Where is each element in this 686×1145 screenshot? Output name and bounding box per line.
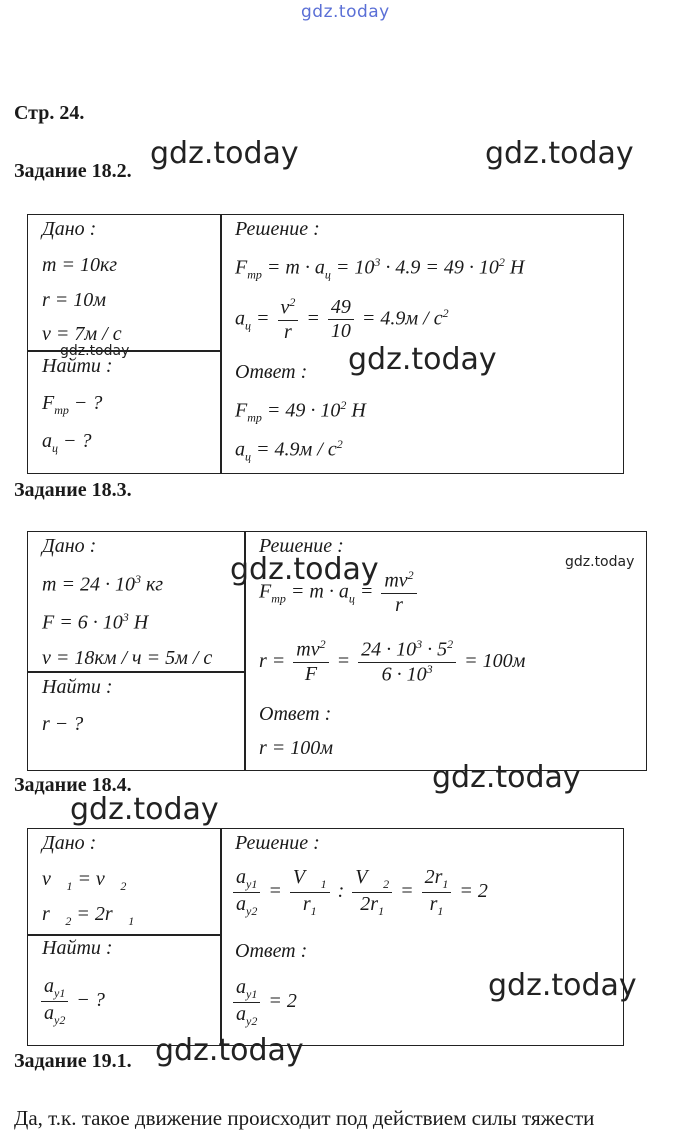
given-item: $F = 6 \cdot 10^3$ H	[42, 610, 149, 634]
find-item: $\frac{a_{y1}}{a_{y2}}$ − ?	[38, 975, 105, 1028]
given-item: r = 10м	[42, 289, 107, 311]
watermark: gdz.today	[70, 792, 219, 827]
find-item: $a_ц$ − ?	[42, 430, 92, 455]
answer-line: $a_ц = 4.9м / с^2$	[235, 437, 343, 464]
solution-label: Решение :	[235, 832, 320, 854]
answer-line: $F_{тр} = 49 \cdot 10^2$ H	[235, 398, 366, 425]
find-label: Найти :	[42, 937, 113, 959]
solution-line: r = $\frac{mv^2}{F}$ = $\frac{24 \cdot 10^3 \cdot 5^2}{6 \cdot 10^3}$ = 100м	[259, 637, 526, 686]
given-label: Дано :	[42, 218, 97, 240]
solution-line: $\frac{a_{y1}}{a_{y2}}$ = $\frac{V⃗_1}{r_1}$ : $\frac{V⃗_2}{2r_1}$ = $\frac{2r_1}{r_1}$ = 2	[230, 866, 488, 919]
page-heading: Стр. 24.	[14, 102, 85, 124]
given-item: $r⃗_2$ = $2r⃗_1$	[42, 903, 135, 928]
answer-line: r = 100м	[259, 737, 334, 759]
watermark: gdz.today	[150, 136, 299, 171]
task-title-18-2: Задание 18.2.	[14, 160, 132, 182]
watermark: gdz.today	[488, 968, 637, 1003]
answer-label: Ответ :	[235, 361, 308, 383]
given-item: $v⃗_1$ = $v⃗_2$	[42, 868, 127, 893]
task-table-18-4	[27, 828, 624, 1046]
watermark: gdz.today	[155, 1033, 304, 1068]
answer-label: Ответ :	[235, 940, 308, 962]
watermark: gdz.today	[230, 552, 379, 587]
solution-label: Решение :	[235, 218, 320, 240]
row-divider	[27, 934, 221, 936]
watermark: gdz.today	[432, 760, 581, 795]
watermark: gdz.today	[485, 136, 634, 171]
answer-label: Ответ :	[259, 703, 332, 725]
given-item: $m = 24 \cdot 10^3$ кг	[42, 572, 164, 596]
solution-line: $F_{тр} = m \cdot a_ц = 10^3 \cdot 4.9 = 49 \cdot 10^2$ H	[235, 255, 525, 282]
given-item: m = 10кг	[42, 254, 118, 276]
solution-line: $a_ц$ = $\frac{v^2}{r}$ = $\frac{49}{10}$ = $4.9м / с^2$	[235, 295, 449, 343]
column-divider	[220, 214, 222, 474]
answer-line: $\frac{a_{y1}}{a_{y2}}$ = 2	[230, 976, 297, 1029]
task-title-18-3: Задание 18.3.	[14, 479, 132, 501]
given-label: Дано :	[42, 535, 97, 557]
find-item: r − ?	[42, 713, 84, 735]
solution-label: Решение :	[259, 535, 344, 557]
watermark-top: gdz.today	[301, 2, 390, 22]
task-title-18-4: Задание 18.4.	[14, 774, 132, 796]
find-label: Найти :	[42, 676, 113, 698]
answer-paragraph: Да, т.к. такое движение происходит под действием силы тяжести	[14, 1106, 595, 1130]
solution-line: $F_{тр} = m \cdot a_ц$ = $\frac{mv^2}{r}$	[259, 569, 420, 617]
watermark-small: gdz.today	[60, 343, 130, 359]
given-label: Дано :	[42, 832, 97, 854]
column-divider	[220, 828, 222, 1046]
given-item: v = 7м / с	[42, 323, 122, 345]
given-item: v = 18км / ч = 5м / с	[42, 647, 213, 669]
watermark-small: gdz.today	[565, 554, 635, 570]
find-item: $F_{тр}$ − ?	[42, 392, 103, 417]
task-title-19-1: Задание 19.1.	[14, 1050, 132, 1072]
row-divider	[27, 671, 245, 673]
watermark: gdz.today	[348, 342, 497, 377]
find-label: Найти :	[42, 355, 113, 377]
